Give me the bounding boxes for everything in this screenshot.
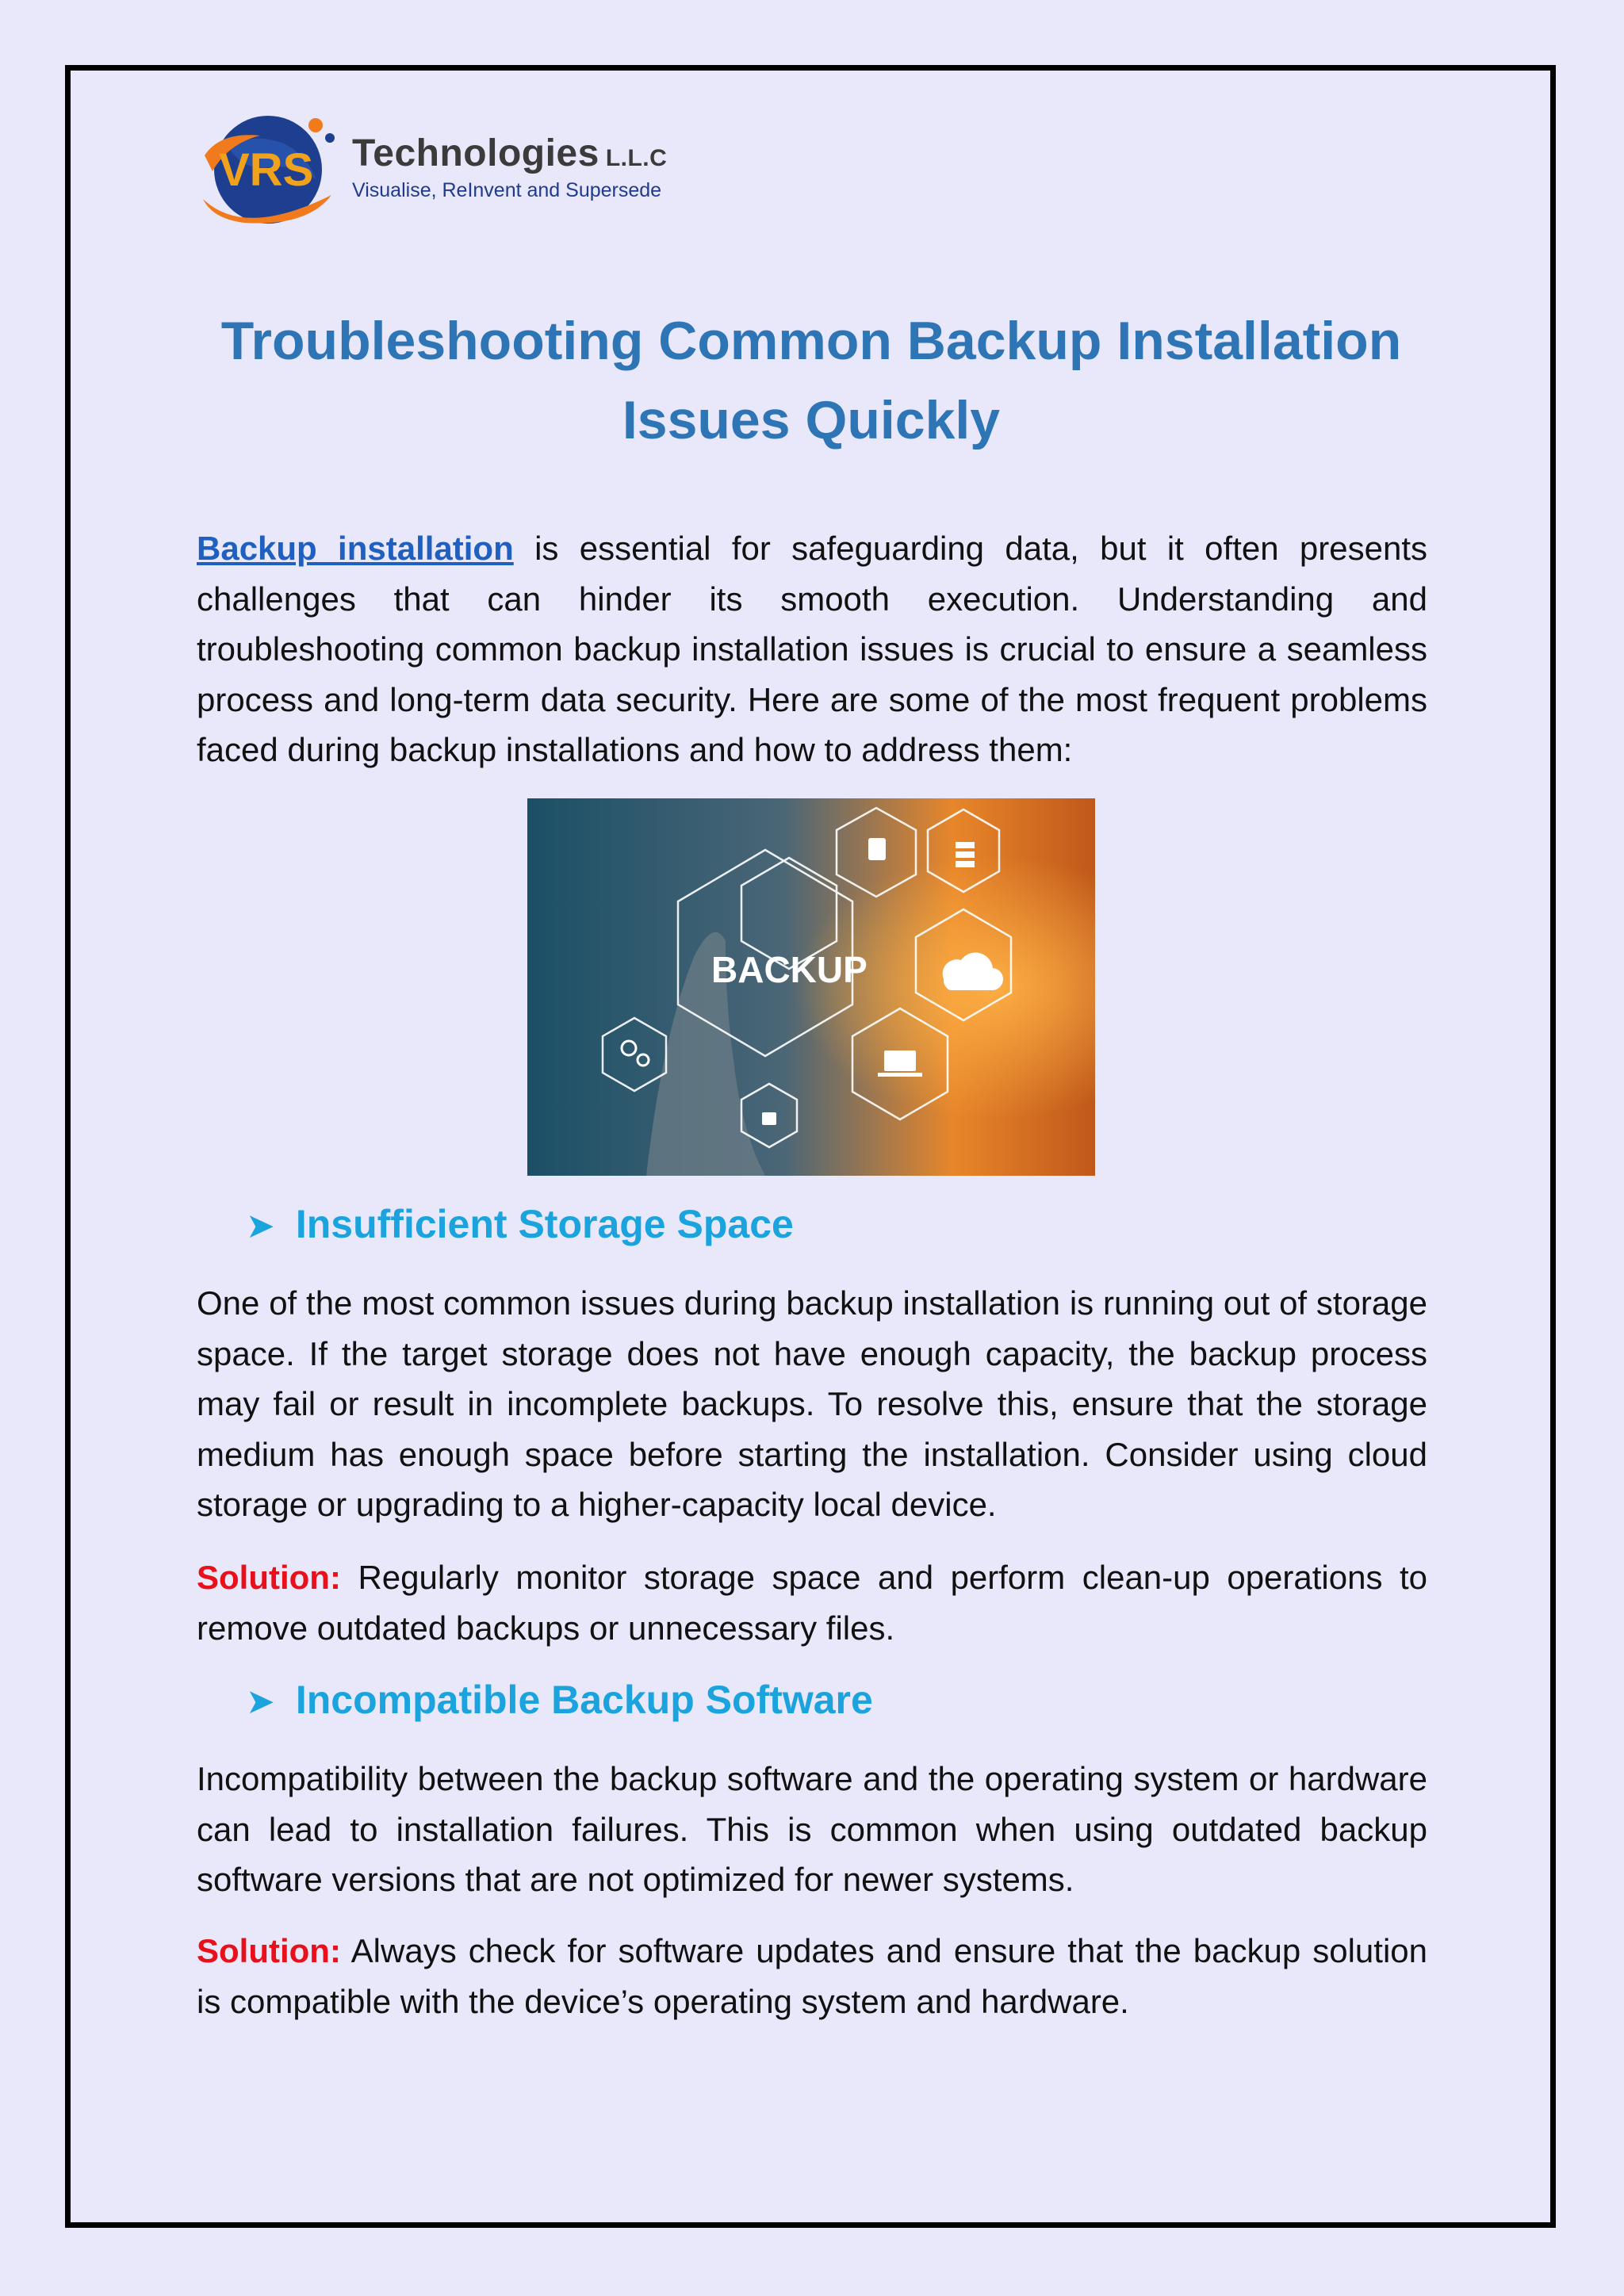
intro-text: is essential for safeguarding data, but it often presents challenges that can hinder its smooth execution. Understanding and troubleshooting common backup installation issues is crucial to ensure a seamless process and long-term data security. Here are some of the most frequent problems faced during backup installations and how to address them: [197, 530, 1427, 768]
section-heading-insufficient-storage [246, 1201, 794, 1247]
logo-company-name: Technologies L.L.C [352, 132, 668, 174]
solution-text: Always check for software updates and ensure that the backup solution is compatible with the device’s operating system and hardware. [197, 1932, 1427, 2020]
solution-paragraph-storage [197, 1552, 1427, 1653]
intro-paragraph [197, 523, 1427, 775]
solution-text: Regularly monitor storage space and perform clean-up operations to remove outdated backups or unnecessary files. [197, 1559, 1427, 1647]
solution-label: Solution: [197, 1559, 341, 1596]
solution-label: Solution: [197, 1932, 341, 1969]
arrow-bullet-icon: ➤ [246, 1207, 275, 1246]
solution-paragraph-software [197, 1926, 1427, 2026]
section-heading-text: Incompatible Backup Software [295, 1678, 873, 1722]
vrs-globe-logo-icon [197, 100, 347, 235]
logo-suffix: L.L.C [605, 145, 668, 171]
svg-text:VRS: VRS [219, 144, 314, 196]
page-title: Troubleshooting Common Backup Installation Issues Quickly [220, 311, 1402, 450]
logo-tagline: Visualise, ReInvent and Supersede [352, 179, 662, 201]
section-body-incompatible-software: Incompatibility between the backup software and the operating system or hardware can lead to installation failures. This is common when using outdated backup software versions that are not optimized for newer systems. [197, 1760, 1427, 1898]
arrow-bullet-icon: ➤ [246, 1682, 275, 1721]
backup-hero-image [527, 798, 1095, 1176]
backup-installation-link[interactable]: Backup installation [197, 530, 514, 567]
section-body-insufficient-storage: One of the most common issues during backup installation is running out of storage space. If the target storage does not have enough capacity, the backup process may fail or result in incomplete backups. To resolve this, ensure that the storage medium has enough space before starting the installation. Consider using cloud storage or upgrading to a higher-capacity local device. [197, 1284, 1427, 1523]
section-heading-text: Insufficient Storage Space [295, 1202, 794, 1246]
section-heading-incompatible-software [246, 1677, 873, 1723]
company-logo [197, 100, 672, 235]
svg-text:BACKUP: BACKUP [711, 949, 868, 990]
